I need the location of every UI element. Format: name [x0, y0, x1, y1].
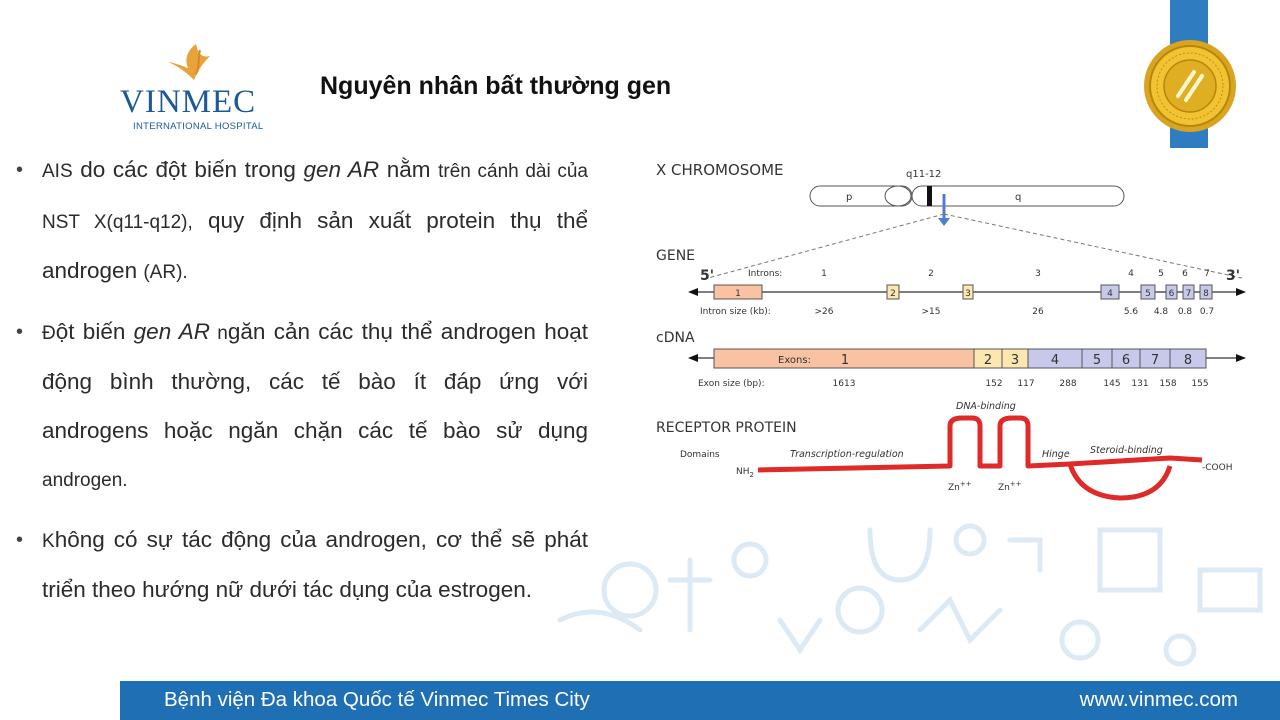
- zn-label-1: Zn++: [948, 480, 972, 493]
- bullet-dot-icon: •: [16, 159, 24, 181]
- five-prime-label: 5': [700, 268, 715, 284]
- exon-size-value: 155: [1191, 379, 1209, 389]
- exon-size-value: 145: [1103, 379, 1121, 389]
- locus-label: q11-12: [906, 169, 942, 180]
- transcription-label: Transcription-regulation: [790, 449, 904, 460]
- logo-name: VINMEC: [120, 84, 257, 120]
- band-marker: [927, 186, 932, 206]
- bullet-text: androgen.: [42, 470, 128, 491]
- intron-size-value: 0.7: [1199, 307, 1215, 317]
- cdna-exon-number: 1: [840, 353, 850, 368]
- intron-size-value: 0.8: [1177, 307, 1193, 317]
- footer-hospital-name: Bệnh viện Đa khoa Quốc tế Vinmec Times City: [164, 688, 590, 711]
- gene-exon-number: 8: [1203, 289, 1209, 299]
- bullet-item-3: [16, 516, 588, 615]
- intron-size-value: >26: [814, 307, 834, 317]
- bullet-text: hông có sự tác động của androgen, cơ thể sẽ phát triển theo hướng nữ dưới tác dụng của estrogen.: [42, 526, 588, 602]
- intron-number: 7: [1204, 269, 1210, 279]
- intron-number: 6: [1182, 269, 1188, 279]
- cdna-label: cDNA: [656, 330, 695, 346]
- bullet-text: n: [209, 322, 228, 344]
- flask-icon: [780, 620, 820, 650]
- pulse-icon: [920, 600, 1000, 640]
- pill-icon: [604, 564, 656, 616]
- intron-numbers: [821, 269, 1210, 279]
- male-symbol-icon: [956, 526, 984, 554]
- intron-number: 5: [1158, 269, 1164, 279]
- bullet-text: (AR).: [143, 262, 188, 283]
- footer-bar: [120, 681, 1280, 720]
- nh2-label: $NH_2$: [736, 467, 754, 479]
- locus-arrow-head: [938, 218, 950, 226]
- cdna-exon-number: 5: [1092, 353, 1102, 368]
- intron-size-value: >15: [921, 307, 941, 317]
- bird-icon: [118, 40, 278, 90]
- steroid-label: Steroid-binding: [1090, 445, 1163, 456]
- gene-label: GENE: [656, 248, 696, 264]
- caduceus-icon: [670, 560, 710, 630]
- domains-label: Domains: [680, 450, 720, 460]
- bullet-item-2: [16, 308, 588, 506]
- intron-number: 3: [1035, 269, 1041, 279]
- stethoscope-icon: [870, 530, 930, 580]
- medical-icons-watermark: [540, 500, 1280, 680]
- female-symbol-icon: [1166, 636, 1194, 664]
- ambulance-icon: [1200, 570, 1260, 610]
- bullet-text: trên cánh dài của NST X(q11-q12),: [42, 161, 589, 233]
- page-title: Nguyên nhân bất thường gen: [320, 72, 672, 100]
- bullet-list: [16, 146, 588, 625]
- protein-label: RECEPTOR PROTEIN: [656, 420, 797, 436]
- bullet-text-italic: gen AR: [303, 157, 380, 182]
- cdna-exon-number: 6: [1121, 353, 1131, 368]
- exon-size-value: 131: [1131, 379, 1149, 389]
- protein-chain: [758, 418, 1202, 470]
- intron-number: 1: [821, 269, 827, 279]
- gene-exon-number: 6: [1168, 289, 1175, 299]
- medicine-box-icon: [1100, 530, 1160, 590]
- cdna-exon-number: 3: [1010, 353, 1020, 368]
- footer-website-link[interactable]: www.vinmec.com: [1079, 688, 1238, 711]
- intron-size-value: 4.8: [1153, 307, 1169, 317]
- centromere: [885, 186, 911, 206]
- intron-size-value: 26: [1032, 307, 1044, 317]
- exon-sizes: [833, 379, 1209, 389]
- gene-exon-number: 4: [1107, 289, 1113, 299]
- gene-exon-number: 2: [890, 289, 896, 299]
- exon-size-value: 1613: [832, 379, 856, 389]
- intron-number: 4: [1128, 269, 1134, 279]
- androgen-receptor-diagram: [650, 148, 1260, 510]
- hinge-label: Hinge: [1042, 449, 1070, 460]
- bullet-dot-icon: •: [16, 320, 24, 343]
- bullet-text: AIS: [42, 161, 73, 182]
- intron-size-label: Intron size (kb):: [700, 307, 771, 317]
- logo-subtitle: INTERNATIONAL HOSPITAL: [133, 121, 264, 132]
- bullet-text: Đ: [42, 322, 56, 344]
- cdna-exon-number: 4: [1050, 353, 1060, 368]
- exon-size-value: 158: [1159, 379, 1177, 389]
- intron-number: 2: [928, 269, 934, 279]
- exons-label: Exons:: [778, 355, 811, 366]
- apple-icon: [838, 588, 882, 632]
- dna-binding-label: DNA-binding: [956, 401, 1016, 412]
- bullet-text-italic: gen AR: [133, 318, 210, 344]
- gene-exon-number: 7: [1185, 289, 1192, 299]
- intron-sizes: [815, 307, 1215, 317]
- gene-exon-number: 3: [965, 289, 971, 299]
- bullet-text: quy định sản xuất protein thụ thể androgen: [42, 207, 588, 283]
- bullet-item-1: [16, 146, 588, 298]
- bullet-text: ột biến: [55, 318, 134, 344]
- bullet-text: K: [42, 530, 55, 552]
- cdna-exon-number: 8: [1183, 353, 1193, 368]
- cdna-exon-number: 7: [1150, 353, 1160, 368]
- exon-size-value: 288: [1059, 379, 1077, 389]
- chrom-p-label: p: [846, 192, 853, 203]
- gene-exon-number: 5: [1145, 289, 1151, 299]
- bullet-dot-icon: •: [16, 528, 24, 551]
- zn-label-2: Zn++: [998, 480, 1022, 493]
- syringe-icon: [1010, 540, 1040, 570]
- bullet-text: do các đột biến trong: [72, 157, 304, 182]
- exon-size-value: 117: [1017, 379, 1035, 389]
- jci-seal-icon: [1142, 38, 1238, 134]
- steroid-loop: [1070, 464, 1170, 498]
- chromosome-label: X CHROMOSOME: [656, 161, 784, 179]
- atom-icon: [1062, 622, 1098, 658]
- cdna-exon-number: 2: [983, 353, 993, 368]
- three-prime-label: 3': [1226, 268, 1241, 284]
- gene-exon-number: 1: [735, 289, 741, 299]
- bullet-text: găn cản các thụ thể androgen hoạt động bình thường, các tế bào ít đáp ứng với androgens hoặc ngăn chặn các tế bào sử dụng: [42, 318, 588, 443]
- introns-label: Introns:: [748, 269, 783, 279]
- chrom-q-label: q: [1015, 192, 1022, 203]
- bullet-text: nằm: [379, 157, 439, 182]
- exon-size-label: Exon size (bp):: [698, 379, 765, 389]
- exon-size-value: 152: [985, 379, 1003, 389]
- cooh-label: -COOH: [1202, 463, 1233, 473]
- intron-size-value: 5.6: [1123, 307, 1139, 317]
- tooth-icon: [734, 544, 766, 576]
